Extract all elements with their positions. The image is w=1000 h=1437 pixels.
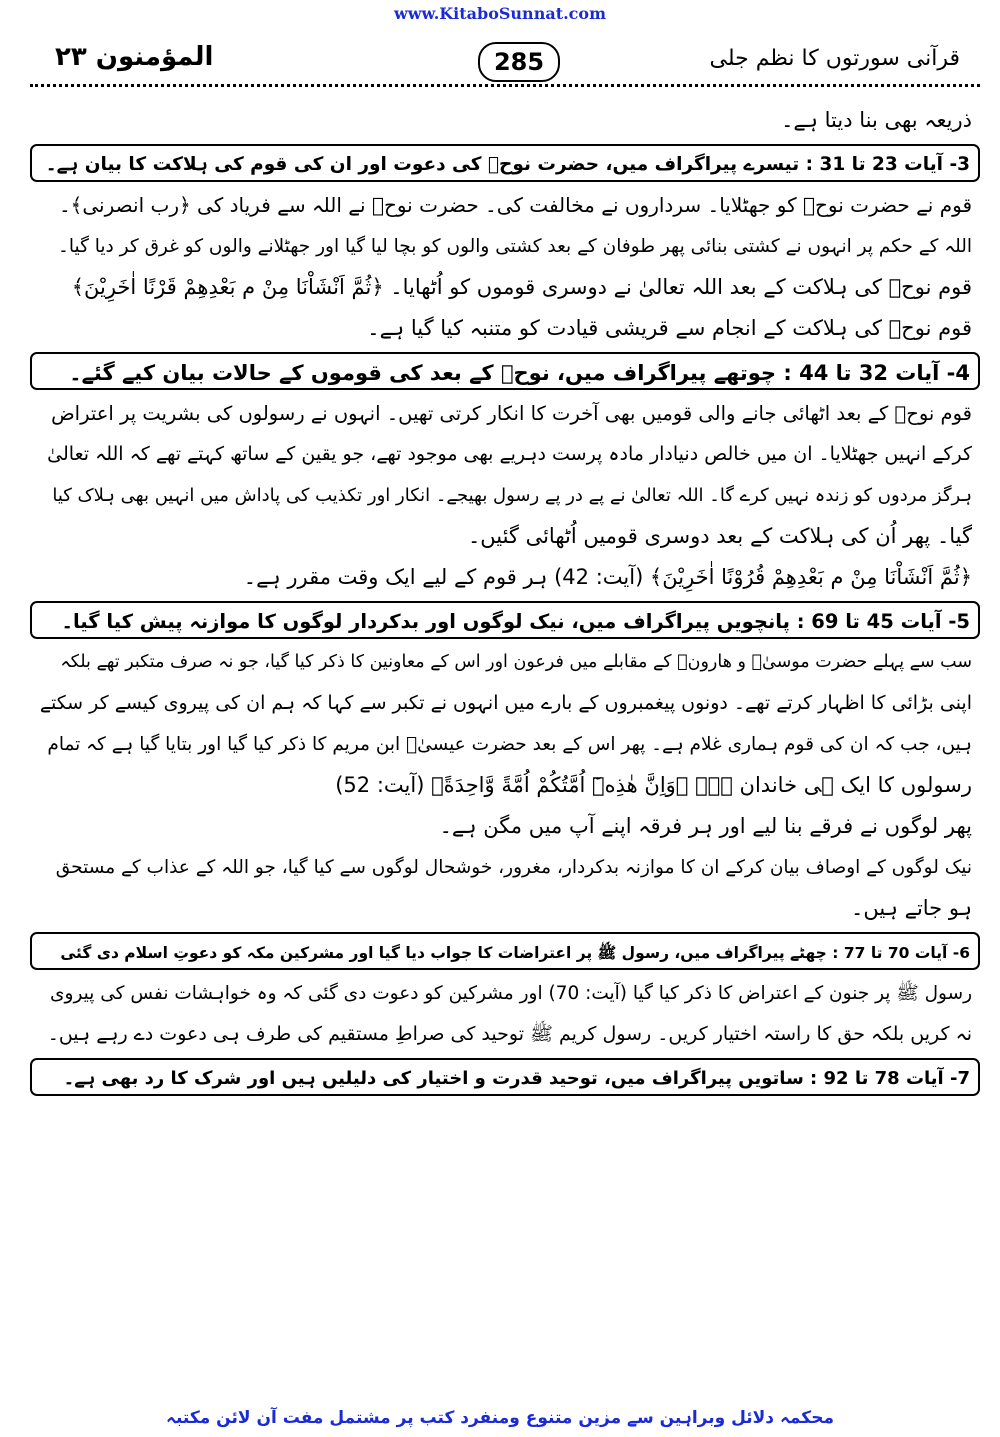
text-line: رسول ﷺ پر جنون کے اعتراض کا ذکر کیا گیا (آیت: 70) اور مشرکین کو دعوت دی گئی کہ وہ خواہشات نفس کی پیروی [50, 983, 972, 1004]
text-line: رسولوں کا ایک ہی خاندان ہے۔ ﴿وَاِنَّ هٰذِهٖٓ اُمَّتُكُمْ اُمَّةً وَّاحِدَةً﴾ (آیت: 52) [335, 773, 972, 797]
text-line: اپنی بڑائی کا اظہار کرتے تھے۔ دونوں پیغمبروں کے بارے میں انہوں نے تکبر سے کہا کہ ہم ان کی پیروی کیسے کر سکتے [39, 692, 972, 714]
page-body [30, 100, 980, 1099]
text-line: ﴿ثُمَّ اَنْشَاْنَا مِنْ م بَعْدِهِمْ قُرُوْنًا اٰخَرِيْنَ﴾ (آیت: 42) ہر قوم کے لیے ایک وقت مقرر ہے۔ [243, 565, 972, 589]
page-header [30, 30, 980, 90]
text-line: ہو جاتے ہیں۔ [851, 896, 972, 920]
footer-tagline: محکمہ دلائل وبراہین سے مزین متنوع ومنفرد کتب پر مشتمل مفت آن لائن مکتبہ [166, 1408, 834, 1428]
site-url[interactable]: www.KitaboSunnat.com [393, 4, 606, 23]
text-line: گیا۔ پھر اُن کی ہلاکت کے بعد دوسری قومیں اُٹھائی گئیں۔ [467, 524, 972, 548]
header-dotted-rule [30, 84, 980, 87]
text-line: نیک لوگوں کے اوصاف بیان کرکے ان کا موازنہ بدکردار، مغرور، خوشحال لوگوں سے کیا گیا، جو اللہ کے عذاب کے مستحق [55, 857, 972, 878]
text-line: قوم نوحؑ کی ہلاکت کے بعد اللہ تعالیٰ نے دوسری قوموں کو اُٹھایا۔ ﴿ثُمَّ اَنْشَاْنَا مِنْ م بَعْدِهِمْ قَرْنًا اٰخَرِيْنَ﴾ [71, 275, 972, 299]
text-line: ہیں، جب کہ ان کی قوم ہماری غلام ہے۔ پھر اس کے بعد حضرت عیسیٰؑ ابن مریم کا ذکر کیا گیا اور بتایا گیا ہے کہ تمام [47, 734, 972, 755]
text-line: پھر لوگوں نے فرقے بنا لیے اور ہر فرقہ اپنے آپ میں مگن ہے۔ [439, 814, 972, 838]
page-number: 285 [478, 42, 560, 82]
section-box: 4- آیات 32 تا 44 : چوتھے پیراگراف میں، نوحؑ کے بعد کی قوموں کے حالات بیان کیے گئے۔ [30, 352, 980, 390]
surah-title: المؤمنون ۲۳ [55, 42, 214, 72]
text-line: سب سے پہلے حضرت موسیٰؑ و ھارونؑ کے مقابلے میں فرعون اور اس کے معاونین کا ذکر کیا گیا، جو نہ صرف متکبر تھے بلکہ [60, 652, 972, 672]
section-box: 6- آیات 70 تا 77 : چھٹے پیراگراف میں، رسول ﷺ پر اعتراضات کا جواب دیا گیا اور مشرکین مکہ کو دعوتِ اسلام دی گئی [30, 932, 980, 970]
text-line: ذریعہ بھی بنا دیتا ہے۔ [781, 108, 972, 132]
section-box: 7- آیات 78 تا 92 : ساتویں پیراگراف میں، توحید قدرت و اختیار کی دلیلیں ہیں اور شرک کا رد بھی ہے۔ [30, 1058, 980, 1096]
text-line: قوم نے حضرت نوحؑ کو جھٹلایا۔ سرداروں نے مخالفت کی۔ حضرت نوحؑ نے اللہ سے فریاد کی ﴿رب انصرنی﴾۔ [58, 193, 972, 217]
text-line: کرکے انہیں جھٹلایا۔ ان میں خالص دنیادار مادہ پرست دہریے بھی موجود تھے، جو یقین کے ساتھ کہتے تھے کہ اللہ تعالیٰ [47, 443, 972, 465]
text-line: اللہ کے حکم پر انہوں نے کشتی بنائی پھر طوفان کے بعد کشتی والوں کو بچا لیا گیا اور جھٹلانے والوں کو غرق کر دیا گیا۔ [58, 236, 972, 257]
section-box: 3- آیات 23 تا 31 : تیسرے پیراگراف میں، حضرت نوحؑ کی دعوت اور ان کی قوم کی ہلاکت کا بیان ہے۔ [30, 144, 980, 182]
section-box: 5- آیات 45 تا 69 : پانچویں پیراگراف میں، نیک لوگوں اور بدکردار لوگوں کا موازنہ پیش کیا گیا۔ [30, 601, 980, 639]
book-title: قرآنی سورتوں کا نظم جلی [709, 46, 960, 71]
text-line: ہرگز مردوں کو زندہ نہیں کرے گا۔ اللہ تعالیٰ نے پے در پے رسول بھیجے۔ انکار اور تکذیب کی پاداش میں انہیں بھی ہلاک کیا [52, 485, 972, 506]
text-line: نہ کریں بلکہ حق کا راستہ اختیار کریں۔ رسول کریم ﷺ توحید کی صراطِ مستقیم کی طرف ہی دعوت دے رہے ہیں۔ [47, 1023, 972, 1045]
text-line: قوم نوحؑ کے بعد اٹھائی جانے والی قومیں بھی آخرت کا انکار کرتی تھیں۔ انہوں نے رسولوں کی بشریت پر اعتراض [51, 402, 972, 425]
text-line: قوم نوحؑ کی ہلاکت کے انجام سے قریشی قیادت کو متنبہ کیا گیا ہے۔ [367, 316, 972, 340]
